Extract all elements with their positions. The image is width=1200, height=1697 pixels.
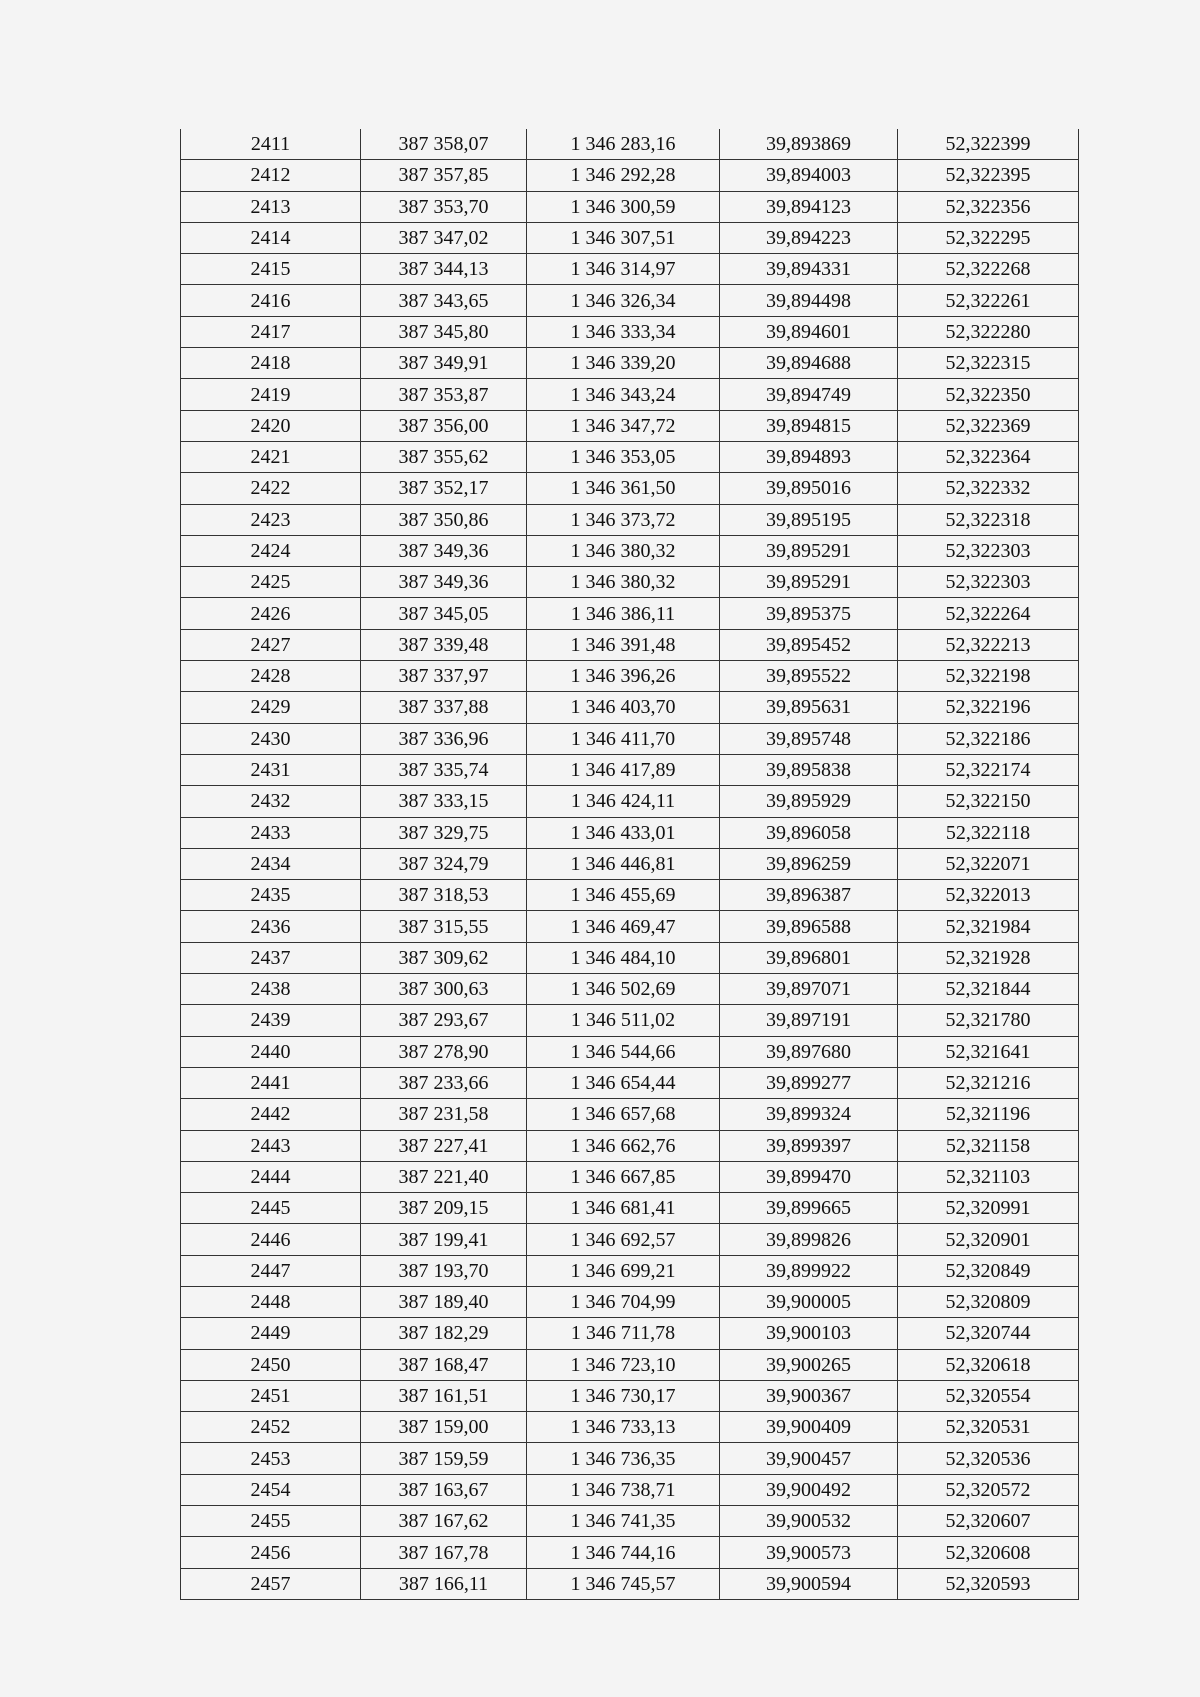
y-coordinate-cell: 1 346 657,68 [527, 1099, 720, 1130]
latitude-cell: 52,321780 [898, 1005, 1079, 1036]
longitude-cell: 39,896801 [720, 942, 898, 973]
point-number-cell: 2446 [181, 1224, 361, 1255]
table-row [181, 410, 1079, 441]
table-row [181, 316, 1079, 347]
latitude-cell: 52,321103 [898, 1161, 1079, 1192]
point-number-cell: 2452 [181, 1412, 361, 1443]
point-number-cell: 2426 [181, 598, 361, 629]
y-coordinate-cell: 1 346 361,50 [527, 473, 720, 504]
x-coordinate-cell: 387 335,74 [361, 754, 527, 785]
latitude-cell: 52,320809 [898, 1286, 1079, 1317]
point-number-cell: 2425 [181, 567, 361, 598]
longitude-cell: 39,900005 [720, 1286, 898, 1317]
x-coordinate-cell: 387 231,58 [361, 1099, 527, 1130]
latitude-cell: 52,321928 [898, 942, 1079, 973]
x-coordinate-cell: 387 293,67 [361, 1005, 527, 1036]
table-row [181, 911, 1079, 942]
table-row [181, 942, 1079, 973]
point-number-cell: 2443 [181, 1130, 361, 1161]
point-number-cell: 2441 [181, 1067, 361, 1098]
x-coordinate-cell: 387 356,00 [361, 410, 527, 441]
y-coordinate-cell: 1 346 699,21 [527, 1255, 720, 1286]
table-row [181, 348, 1079, 379]
latitude-cell: 52,322318 [898, 504, 1079, 535]
x-coordinate-cell: 387 209,15 [361, 1193, 527, 1224]
x-coordinate-cell: 387 339,48 [361, 629, 527, 660]
x-coordinate-cell: 387 358,07 [361, 129, 527, 160]
longitude-cell: 39,895929 [720, 786, 898, 817]
table-row [181, 1474, 1079, 1505]
y-coordinate-cell: 1 346 396,26 [527, 661, 720, 692]
x-coordinate-cell: 387 343,65 [361, 285, 527, 316]
latitude-cell: 52,321844 [898, 974, 1079, 1005]
x-coordinate-cell: 387 347,02 [361, 222, 527, 253]
table-row [181, 1380, 1079, 1411]
longitude-cell: 39,894223 [720, 222, 898, 253]
point-number-cell: 2415 [181, 254, 361, 285]
point-number-cell: 2428 [181, 661, 361, 692]
table-row [181, 598, 1079, 629]
table-row [181, 441, 1079, 472]
table-row [181, 379, 1079, 410]
longitude-cell: 39,900532 [720, 1506, 898, 1537]
latitude-cell: 52,322268 [898, 254, 1079, 285]
y-coordinate-cell: 1 346 433,01 [527, 817, 720, 848]
x-coordinate-cell: 387 182,29 [361, 1318, 527, 1349]
latitude-cell: 52,320608 [898, 1537, 1079, 1568]
table-row [181, 1161, 1079, 1192]
latitude-cell: 52,322303 [898, 567, 1079, 598]
x-coordinate-cell: 387 161,51 [361, 1380, 527, 1411]
x-coordinate-cell: 387 353,70 [361, 191, 527, 222]
point-number-cell: 2413 [181, 191, 361, 222]
point-number-cell: 2418 [181, 348, 361, 379]
latitude-cell: 52,321158 [898, 1130, 1079, 1161]
point-number-cell: 2434 [181, 848, 361, 879]
longitude-cell: 39,900367 [720, 1380, 898, 1411]
point-number-cell: 2416 [181, 285, 361, 316]
table-row [181, 1099, 1079, 1130]
table-row [181, 848, 1079, 879]
x-coordinate-cell: 387 159,00 [361, 1412, 527, 1443]
point-number-cell: 2456 [181, 1537, 361, 1568]
y-coordinate-cell: 1 346 733,13 [527, 1412, 720, 1443]
table-row [181, 504, 1079, 535]
latitude-cell: 52,322198 [898, 661, 1079, 692]
point-number-cell: 2417 [181, 316, 361, 347]
x-coordinate-cell: 387 336,96 [361, 723, 527, 754]
coordinates-table [180, 129, 1079, 1600]
point-number-cell: 2411 [181, 129, 361, 160]
point-number-cell: 2427 [181, 629, 361, 660]
latitude-cell: 52,322356 [898, 191, 1079, 222]
longitude-cell: 39,900409 [720, 1412, 898, 1443]
longitude-cell: 39,895195 [720, 504, 898, 535]
table-row [181, 880, 1079, 911]
longitude-cell: 39,894498 [720, 285, 898, 316]
longitude-cell: 39,895016 [720, 473, 898, 504]
latitude-cell: 52,320572 [898, 1474, 1079, 1505]
table-row [181, 535, 1079, 566]
table-row [181, 254, 1079, 285]
y-coordinate-cell: 1 346 353,05 [527, 441, 720, 472]
table-row [181, 1506, 1079, 1537]
latitude-cell: 52,320554 [898, 1380, 1079, 1411]
x-coordinate-cell: 387 337,97 [361, 661, 527, 692]
x-coordinate-cell: 387 355,62 [361, 441, 527, 472]
point-number-cell: 2439 [181, 1005, 361, 1036]
y-coordinate-cell: 1 346 283,16 [527, 129, 720, 160]
y-coordinate-cell: 1 346 343,24 [527, 379, 720, 410]
longitude-cell: 39,899277 [720, 1067, 898, 1098]
y-coordinate-cell: 1 346 654,44 [527, 1067, 720, 1098]
y-coordinate-cell: 1 346 692,57 [527, 1224, 720, 1255]
point-number-cell: 2422 [181, 473, 361, 504]
longitude-cell: 39,894749 [720, 379, 898, 410]
longitude-cell: 39,894123 [720, 191, 898, 222]
latitude-cell: 52,321216 [898, 1067, 1079, 1098]
latitude-cell: 52,320901 [898, 1224, 1079, 1255]
table-row [181, 723, 1079, 754]
point-number-cell: 2450 [181, 1349, 361, 1380]
table-row [181, 1067, 1079, 1098]
longitude-cell: 39,893869 [720, 129, 898, 160]
latitude-cell: 52,322295 [898, 222, 1079, 253]
x-coordinate-cell: 387 345,05 [361, 598, 527, 629]
x-coordinate-cell: 387 337,88 [361, 692, 527, 723]
point-number-cell: 2447 [181, 1255, 361, 1286]
x-coordinate-cell: 387 344,13 [361, 254, 527, 285]
longitude-cell: 39,894003 [720, 160, 898, 191]
point-number-cell: 2421 [181, 441, 361, 472]
table-row [181, 1412, 1079, 1443]
y-coordinate-cell: 1 346 738,71 [527, 1474, 720, 1505]
longitude-cell: 39,895748 [720, 723, 898, 754]
latitude-cell: 52,322280 [898, 316, 1079, 347]
y-coordinate-cell: 1 346 292,28 [527, 160, 720, 191]
longitude-cell: 39,896387 [720, 880, 898, 911]
y-coordinate-cell: 1 346 424,11 [527, 786, 720, 817]
table-row [181, 754, 1079, 785]
y-coordinate-cell: 1 346 730,17 [527, 1380, 720, 1411]
table-row [181, 692, 1079, 723]
y-coordinate-cell: 1 346 347,72 [527, 410, 720, 441]
point-number-cell: 2412 [181, 160, 361, 191]
y-coordinate-cell: 1 346 667,85 [527, 1161, 720, 1192]
point-number-cell: 2436 [181, 911, 361, 942]
latitude-cell: 52,321196 [898, 1099, 1079, 1130]
x-coordinate-cell: 387 227,41 [361, 1130, 527, 1161]
y-coordinate-cell: 1 346 403,70 [527, 692, 720, 723]
latitude-cell: 52,322261 [898, 285, 1079, 316]
longitude-cell: 39,895291 [720, 567, 898, 598]
latitude-cell: 52,320531 [898, 1412, 1079, 1443]
y-coordinate-cell: 1 346 307,51 [527, 222, 720, 253]
latitude-cell: 52,322399 [898, 129, 1079, 160]
latitude-cell: 52,321984 [898, 911, 1079, 942]
table-row [181, 1318, 1079, 1349]
table-row [181, 222, 1079, 253]
point-number-cell: 2438 [181, 974, 361, 1005]
longitude-cell: 39,894331 [720, 254, 898, 285]
table-row [181, 629, 1079, 660]
point-number-cell: 2420 [181, 410, 361, 441]
point-number-cell: 2451 [181, 1380, 361, 1411]
point-number-cell: 2457 [181, 1568, 361, 1599]
point-number-cell: 2448 [181, 1286, 361, 1317]
latitude-cell: 52,322118 [898, 817, 1079, 848]
point-number-cell: 2453 [181, 1443, 361, 1474]
point-number-cell: 2432 [181, 786, 361, 817]
x-coordinate-cell: 387 318,53 [361, 880, 527, 911]
table-row [181, 1286, 1079, 1317]
longitude-cell: 39,900103 [720, 1318, 898, 1349]
y-coordinate-cell: 1 346 300,59 [527, 191, 720, 222]
x-coordinate-cell: 387 278,90 [361, 1036, 527, 1067]
longitude-cell: 39,897680 [720, 1036, 898, 1067]
point-number-cell: 2454 [181, 1474, 361, 1505]
y-coordinate-cell: 1 346 411,70 [527, 723, 720, 754]
longitude-cell: 39,897071 [720, 974, 898, 1005]
table-row [181, 285, 1079, 316]
table-row [181, 1255, 1079, 1286]
longitude-cell: 39,897191 [720, 1005, 898, 1036]
x-coordinate-cell: 387 315,55 [361, 911, 527, 942]
longitude-cell: 39,896259 [720, 848, 898, 879]
x-coordinate-cell: 387 193,70 [361, 1255, 527, 1286]
y-coordinate-cell: 1 346 704,99 [527, 1286, 720, 1317]
table-row [181, 567, 1079, 598]
point-number-cell: 2455 [181, 1506, 361, 1537]
table-row [181, 661, 1079, 692]
y-coordinate-cell: 1 346 417,89 [527, 754, 720, 785]
table-row [181, 817, 1079, 848]
latitude-cell: 52,322315 [898, 348, 1079, 379]
longitude-cell: 39,900457 [720, 1443, 898, 1474]
point-number-cell: 2435 [181, 880, 361, 911]
longitude-cell: 39,894688 [720, 348, 898, 379]
longitude-cell: 39,900573 [720, 1537, 898, 1568]
table-row [181, 974, 1079, 1005]
x-coordinate-cell: 387 167,62 [361, 1506, 527, 1537]
latitude-cell: 52,322150 [898, 786, 1079, 817]
x-coordinate-cell: 387 357,85 [361, 160, 527, 191]
latitude-cell: 52,322350 [898, 379, 1079, 410]
point-number-cell: 2437 [181, 942, 361, 973]
latitude-cell: 52,322186 [898, 723, 1079, 754]
table-row [181, 1568, 1079, 1599]
table-row [181, 191, 1079, 222]
y-coordinate-cell: 1 346 736,35 [527, 1443, 720, 1474]
latitude-cell: 52,322303 [898, 535, 1079, 566]
table-row [181, 1036, 1079, 1067]
table-row [181, 1130, 1079, 1161]
y-coordinate-cell: 1 346 386,11 [527, 598, 720, 629]
y-coordinate-cell: 1 346 380,32 [527, 567, 720, 598]
y-coordinate-cell: 1 346 373,72 [527, 504, 720, 535]
longitude-cell: 39,895522 [720, 661, 898, 692]
point-number-cell: 2433 [181, 817, 361, 848]
x-coordinate-cell: 387 350,86 [361, 504, 527, 535]
longitude-cell: 39,899922 [720, 1255, 898, 1286]
x-coordinate-cell: 387 349,91 [361, 348, 527, 379]
x-coordinate-cell: 387 352,17 [361, 473, 527, 504]
point-number-cell: 2419 [181, 379, 361, 410]
y-coordinate-cell: 1 346 380,32 [527, 535, 720, 566]
table-row [181, 786, 1079, 817]
longitude-cell: 39,895452 [720, 629, 898, 660]
point-number-cell: 2423 [181, 504, 361, 535]
x-coordinate-cell: 387 168,47 [361, 1349, 527, 1380]
x-coordinate-cell: 387 300,63 [361, 974, 527, 1005]
y-coordinate-cell: 1 346 446,81 [527, 848, 720, 879]
x-coordinate-cell: 387 353,87 [361, 379, 527, 410]
x-coordinate-cell: 387 349,36 [361, 535, 527, 566]
longitude-cell: 39,899826 [720, 1224, 898, 1255]
latitude-cell: 52,322332 [898, 473, 1079, 504]
y-coordinate-cell: 1 346 333,34 [527, 316, 720, 347]
y-coordinate-cell: 1 346 741,35 [527, 1506, 720, 1537]
y-coordinate-cell: 1 346 723,10 [527, 1349, 720, 1380]
point-number-cell: 2430 [181, 723, 361, 754]
latitude-cell: 52,322213 [898, 629, 1079, 660]
x-coordinate-cell: 387 199,41 [361, 1224, 527, 1255]
x-coordinate-cell: 387 189,40 [361, 1286, 527, 1317]
latitude-cell: 52,322071 [898, 848, 1079, 879]
longitude-cell: 39,900492 [720, 1474, 898, 1505]
latitude-cell: 52,322196 [898, 692, 1079, 723]
latitude-cell: 52,322174 [898, 754, 1079, 785]
y-coordinate-cell: 1 346 502,69 [527, 974, 720, 1005]
point-number-cell: 2442 [181, 1099, 361, 1130]
x-coordinate-cell: 387 329,75 [361, 817, 527, 848]
x-coordinate-cell: 387 163,67 [361, 1474, 527, 1505]
longitude-cell: 39,899665 [720, 1193, 898, 1224]
longitude-cell: 39,894815 [720, 410, 898, 441]
latitude-cell: 52,320849 [898, 1255, 1079, 1286]
x-coordinate-cell: 387 166,11 [361, 1568, 527, 1599]
latitude-cell: 52,320536 [898, 1443, 1079, 1474]
longitude-cell: 39,899470 [720, 1161, 898, 1192]
x-coordinate-cell: 387 309,62 [361, 942, 527, 973]
latitude-cell: 52,320744 [898, 1318, 1079, 1349]
y-coordinate-cell: 1 346 326,34 [527, 285, 720, 316]
table-row [181, 1193, 1079, 1224]
longitude-cell: 39,894893 [720, 441, 898, 472]
longitude-cell: 39,896588 [720, 911, 898, 942]
x-coordinate-cell: 387 167,78 [361, 1537, 527, 1568]
table-row [181, 129, 1079, 160]
y-coordinate-cell: 1 346 745,57 [527, 1568, 720, 1599]
y-coordinate-cell: 1 346 339,20 [527, 348, 720, 379]
latitude-cell: 52,320593 [898, 1568, 1079, 1599]
y-coordinate-cell: 1 346 544,66 [527, 1036, 720, 1067]
y-coordinate-cell: 1 346 391,48 [527, 629, 720, 660]
y-coordinate-cell: 1 346 711,78 [527, 1318, 720, 1349]
latitude-cell: 52,322013 [898, 880, 1079, 911]
latitude-cell: 52,322364 [898, 441, 1079, 472]
table-row [181, 160, 1079, 191]
point-number-cell: 2431 [181, 754, 361, 785]
point-number-cell: 2449 [181, 1318, 361, 1349]
x-coordinate-cell: 387 349,36 [361, 567, 527, 598]
point-number-cell: 2444 [181, 1161, 361, 1192]
y-coordinate-cell: 1 346 455,69 [527, 880, 720, 911]
latitude-cell: 52,320607 [898, 1506, 1079, 1537]
x-coordinate-cell: 387 324,79 [361, 848, 527, 879]
point-number-cell: 2445 [181, 1193, 361, 1224]
longitude-cell: 39,895838 [720, 754, 898, 785]
x-coordinate-cell: 387 333,15 [361, 786, 527, 817]
x-coordinate-cell: 387 233,66 [361, 1067, 527, 1098]
longitude-cell: 39,894601 [720, 316, 898, 347]
table-row [181, 1224, 1079, 1255]
y-coordinate-cell: 1 346 484,10 [527, 942, 720, 973]
latitude-cell: 52,321641 [898, 1036, 1079, 1067]
latitude-cell: 52,322264 [898, 598, 1079, 629]
point-number-cell: 2429 [181, 692, 361, 723]
x-coordinate-cell: 387 345,80 [361, 316, 527, 347]
y-coordinate-cell: 1 346 744,16 [527, 1537, 720, 1568]
latitude-cell: 52,322395 [898, 160, 1079, 191]
y-coordinate-cell: 1 346 314,97 [527, 254, 720, 285]
latitude-cell: 52,322369 [898, 410, 1079, 441]
y-coordinate-cell: 1 346 681,41 [527, 1193, 720, 1224]
point-number-cell: 2440 [181, 1036, 361, 1067]
x-coordinate-cell: 387 221,40 [361, 1161, 527, 1192]
longitude-cell: 39,895291 [720, 535, 898, 566]
point-number-cell: 2414 [181, 222, 361, 253]
table-row [181, 1537, 1079, 1568]
longitude-cell: 39,899397 [720, 1130, 898, 1161]
longitude-cell: 39,895375 [720, 598, 898, 629]
longitude-cell: 39,896058 [720, 817, 898, 848]
longitude-cell: 39,900265 [720, 1349, 898, 1380]
y-coordinate-cell: 1 346 469,47 [527, 911, 720, 942]
latitude-cell: 52,320618 [898, 1349, 1079, 1380]
longitude-cell: 39,899324 [720, 1099, 898, 1130]
table-row [181, 1349, 1079, 1380]
table-row [181, 1443, 1079, 1474]
table-row [181, 473, 1079, 504]
y-coordinate-cell: 1 346 662,76 [527, 1130, 720, 1161]
y-coordinate-cell: 1 346 511,02 [527, 1005, 720, 1036]
point-number-cell: 2424 [181, 535, 361, 566]
coordinates-table-body [181, 129, 1079, 1599]
latitude-cell: 52,320991 [898, 1193, 1079, 1224]
longitude-cell: 39,895631 [720, 692, 898, 723]
table-row [181, 1005, 1079, 1036]
longitude-cell: 39,900594 [720, 1568, 898, 1599]
x-coordinate-cell: 387 159,59 [361, 1443, 527, 1474]
